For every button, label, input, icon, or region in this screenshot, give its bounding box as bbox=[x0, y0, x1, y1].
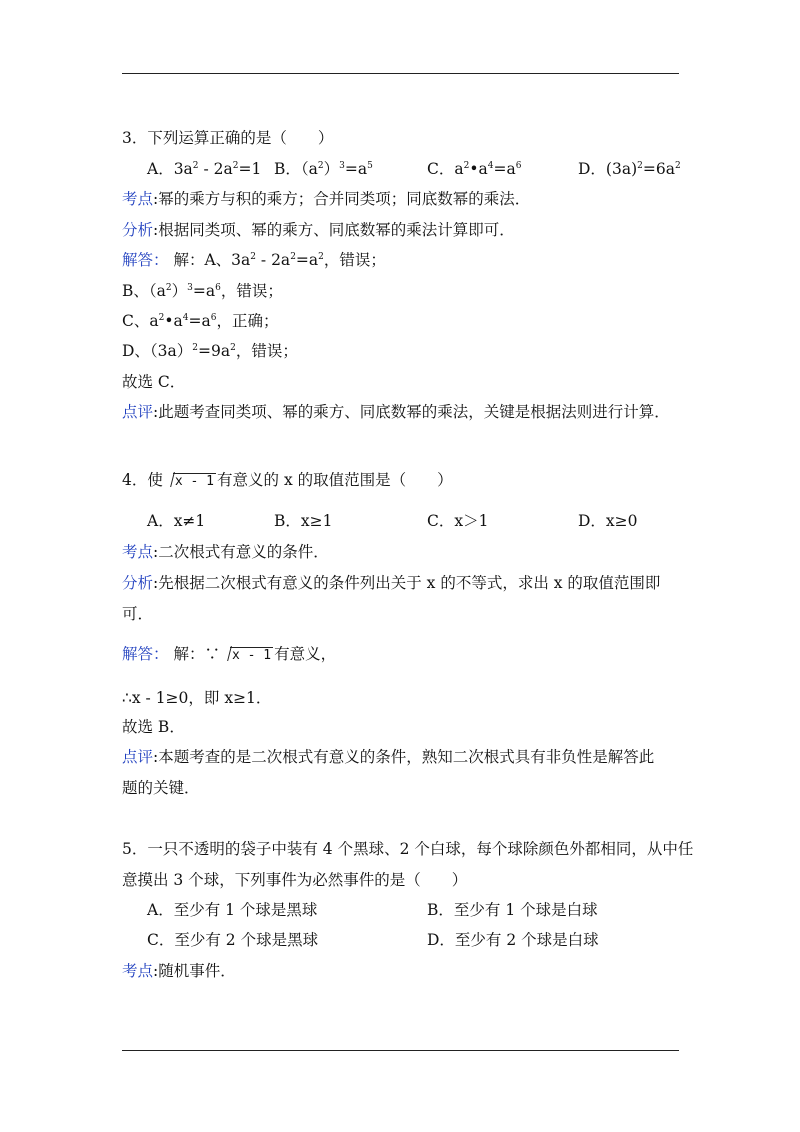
q3-option-d: D．$(3a)^2=6a^2$ bbox=[578, 160, 681, 178]
q4-option-b: B．x≥1 bbox=[274, 512, 333, 530]
q3-solution-b: B、$(a^2)^3=a^6$，错误； bbox=[122, 282, 283, 300]
q4-fenxi: 分析:先根据二次根式有意义的条件列出关于 x 的不等式，求出 x 的取值范围即 bbox=[122, 574, 661, 592]
q4-option-d: D．x≥0 bbox=[578, 512, 638, 530]
q5-option-a: A．至少有 1 个球是黑球 bbox=[147, 901, 318, 919]
q5-kaodian: 考点:随机事件． bbox=[122, 962, 236, 980]
bottom-rule bbox=[122, 1050, 679, 1051]
sqrt-expression: x - 1 bbox=[221, 643, 273, 667]
q4-option-a: A．x≠1 bbox=[147, 512, 206, 530]
q3-option-b: B．$(a^2)^3=a^5$ bbox=[274, 160, 373, 178]
q5-option-b: B．至少有 1 个球是白球 bbox=[427, 901, 598, 919]
q3-solution-c: C、$a^2•a^4=a^6$，正确； bbox=[122, 312, 279, 330]
q3-answer: 故选 C． bbox=[122, 373, 186, 391]
q3-fenxi: 分析:根据同类项、幂的乘方、同底数幂的乘法计算即可． bbox=[122, 221, 515, 239]
sqrt-expression: x - 1 bbox=[164, 469, 216, 493]
q5-stem: 5．一只不透明的袋子中装有 4 个黑球、2 个白球，每个球除颜色外都相同，从中任 bbox=[122, 840, 694, 858]
q4-option-c: C．x＞1 bbox=[427, 512, 489, 530]
q4-step: ∴x - 1≥0，即 x≥1． bbox=[122, 689, 272, 707]
q4-dianping: 点评:本题考查的是二次根式有意义的条件，熟知二次根式具有非负性是解答此 bbox=[122, 748, 655, 766]
q3-option-c: C．$a^2•a^4=a^6$ bbox=[427, 160, 522, 178]
q5-option-c: C．至少有 2 个球是黑球 bbox=[147, 931, 319, 949]
q4-kaodian: 考点:二次根式有意义的条件． bbox=[122, 543, 329, 561]
q4-stem: 4．使 x - 1 有意义的 x 的取值范围是（ ） bbox=[122, 469, 692, 493]
q3-kaodian: 考点:幂的乘方与积的乘方；合并同类项；同底数幂的乘法． bbox=[122, 190, 531, 208]
q3-option-a: A．$3a^2 - 2a^2=1$ bbox=[147, 160, 262, 178]
q4-dianping-cont: 题的关键． bbox=[122, 779, 200, 797]
q5-stem-cont: 意摸出 3 个球，下列事件为必然事件的是（ ） bbox=[122, 871, 468, 889]
q5-option-d: D．至少有 2 个球是白球 bbox=[427, 931, 599, 949]
q3-solution-d: D、$(3a)^2=9a^2$，错误； bbox=[122, 342, 298, 360]
q4-fenxi-cont: 可． bbox=[122, 605, 154, 623]
q3-jieda: 解答： 解：A、$3a^2 - 2a^2=a^2$，错误； bbox=[122, 251, 386, 269]
q3-dianping: 点评:此题考查同类项、幂的乘方、同底数幂的乘法，关键是根据法则进行计算． bbox=[122, 403, 670, 421]
q4-jieda: 解答： 解：∵ x - 1 有意义， bbox=[122, 643, 692, 667]
q4-answer: 故选 B． bbox=[122, 718, 185, 736]
top-rule bbox=[122, 73, 679, 74]
q3-stem: 3．下列运算正确的是（ ） bbox=[122, 129, 334, 147]
